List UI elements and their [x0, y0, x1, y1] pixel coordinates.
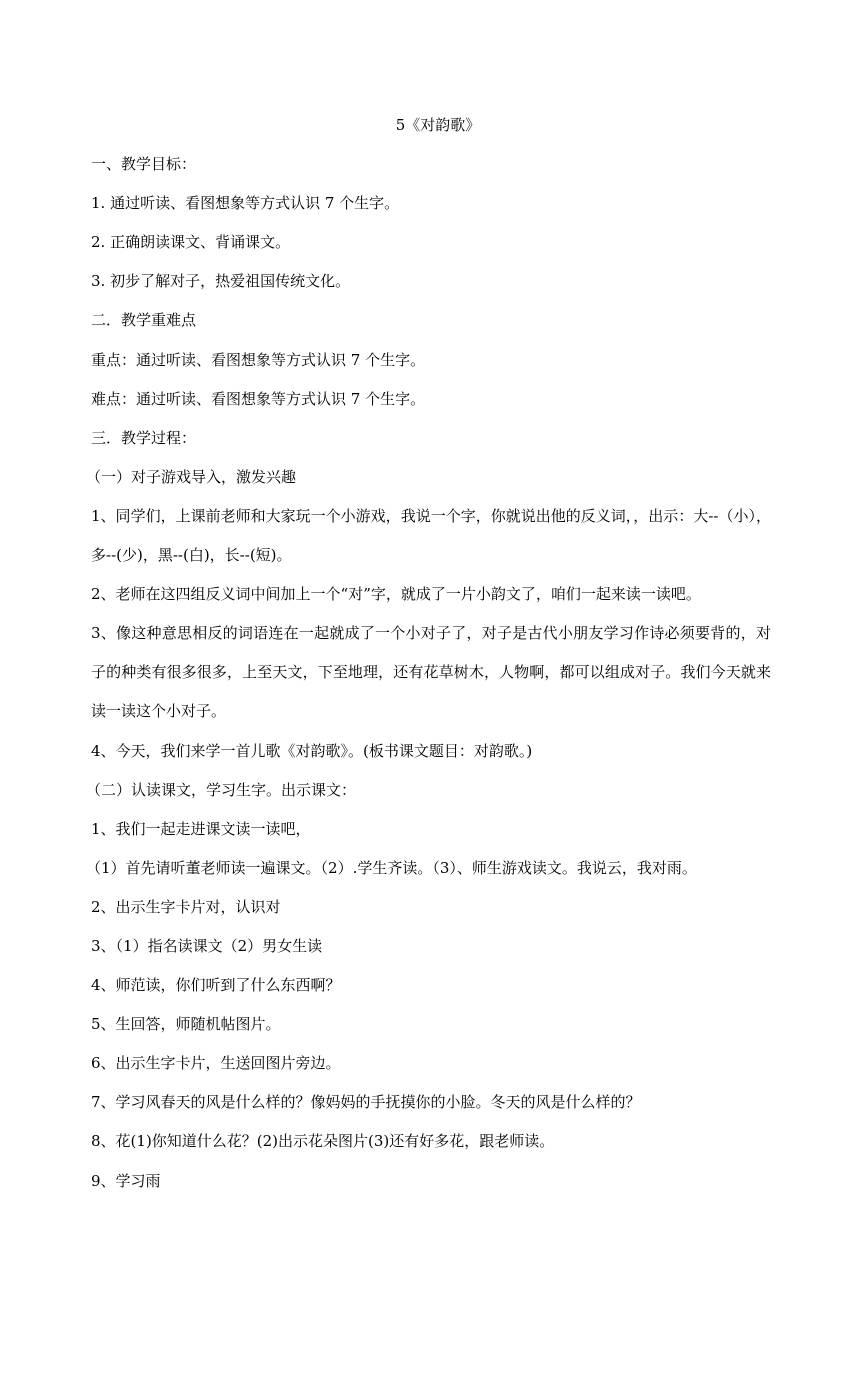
difficult-point-item: 难点：通过听读、看图想象等方式认识 7 个生字。	[91, 389, 426, 408]
process-step: 4、师范读，你们听到了什么东西啊？	[91, 976, 341, 995]
document-body	[86, 106, 771, 1201]
process-step: 7、学习风春天的风是什么样的？像妈妈的手抚摸你的小脸。冬天的风是什么样的？	[91, 1093, 641, 1112]
section-heading-key-points: 二．教学重难点	[91, 311, 197, 330]
subsection-heading: （一）对子游戏导入，激发兴趣	[86, 467, 297, 486]
key-point-item: 重点：通过听读、看图想象等方式认识 7 个生字。	[91, 350, 426, 369]
document-title: 5《对韵歌》	[395, 116, 481, 134]
objective-item: 3. 初步了解对子，热爱祖国传统文化。	[91, 272, 351, 291]
section-heading-objectives: 一、教学目标：	[91, 155, 197, 174]
subsection-heading: （二）认读课文，学习生字。出示课文：	[86, 780, 357, 799]
process-step: 3、像这种意思相反的词语连在一起就成了一个小对子了，对子是古代小朋友学习作诗必须要背的，对子的种类有很多很多，上至天文，下至地理，还有花草树木，人物啊，都可以组成对子。我们今天就来读一读这个小对子。	[91, 624, 771, 721]
process-step: （1）首先请听董老师读一遍课文。（2）.学生齐读。（3）、师生游戏读文。我说云，我对雨。	[86, 858, 697, 877]
process-step: 4、今天，我们来学一首儿歌《对韵歌》。(板书课文题目：对韵歌。)	[91, 741, 533, 760]
process-step: 1、同学们，上课前老师和大家玩一个小游戏，我说一个字，你就说出他的反义词，，出示：大--（小），多--(少)，黑--(白)，长--(短)。	[91, 506, 771, 565]
section-heading-process: 三．教学过程：	[91, 428, 197, 447]
process-step: 3、（1）指名读课文（2）男女生读	[91, 936, 323, 955]
process-step: 2、老师在这四组反义词中间加上一个“对”字，就成了一片小韵文了，咱们一起来读一读吧。	[91, 585, 701, 604]
process-step: 1、我们一起走进课文读一读吧，	[91, 819, 311, 838]
process-step: 2、出示生字卡片对，认识对	[91, 897, 281, 916]
objective-item: 2. 正确朗读课文、背诵课文。	[91, 233, 291, 252]
objective-item: 1. 通过听读、看图想象等方式认识 7 个生字。	[91, 194, 400, 213]
process-step: 9、学习雨	[91, 1171, 161, 1190]
process-step: 8、花(1)你知道什么花？(2)出示花朵图片(3)还有好多花，跟老师读。	[91, 1132, 555, 1151]
process-step: 5、生回答，师随机帖图片。	[91, 1015, 281, 1034]
process-step: 6、出示生字卡片，生送回图片旁边。	[91, 1054, 341, 1073]
